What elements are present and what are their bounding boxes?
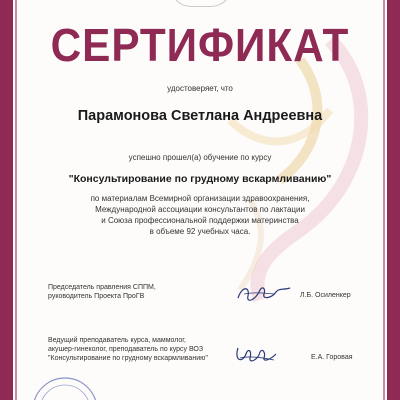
description-line: по материалам Всемирной организации здравоохранения, — [90, 194, 310, 203]
round-stamp-icon — [30, 374, 100, 400]
signatory-name: Л.Б. Осиленкер — [300, 292, 351, 299]
description-line: Международной ассоциации консультантов по лактации — [95, 205, 305, 214]
recipient-name: Парамонова Светлана Андреевна — [77, 108, 323, 124]
signatory-name: Е.А. Горовая — [311, 354, 353, 361]
signatory-role-line: Председатель правления СППМ, — [48, 284, 156, 291]
course-title: "Консультирование по грудному вскармливанию" — [68, 173, 332, 185]
description-line: в объеме 92 учебных часа. — [149, 227, 251, 236]
completion-text: успешно прошел(а) обучение по курсу — [128, 153, 272, 162]
signature-icon — [232, 342, 282, 368]
certifies-label: удостоверяет, что — [167, 84, 233, 93]
signatory-role-line: "Консультирование по грудному вскармливанию" — [48, 355, 208, 362]
signatory-role-line: акушер-гинеколог, преподаватель по курсу ВОЗ — [48, 346, 204, 353]
signature-icon — [234, 282, 294, 306]
description-line: и Союза профессиональной поддержки материнства — [101, 216, 299, 225]
certificate-title: СЕРТИФИКАТ — [50, 19, 350, 71]
signatory-role-line: руководитель Проекта ПроГВ — [48, 293, 145, 300]
signatory-role-line: Ведущий преподаватель курса, маммолог, — [48, 337, 186, 344]
